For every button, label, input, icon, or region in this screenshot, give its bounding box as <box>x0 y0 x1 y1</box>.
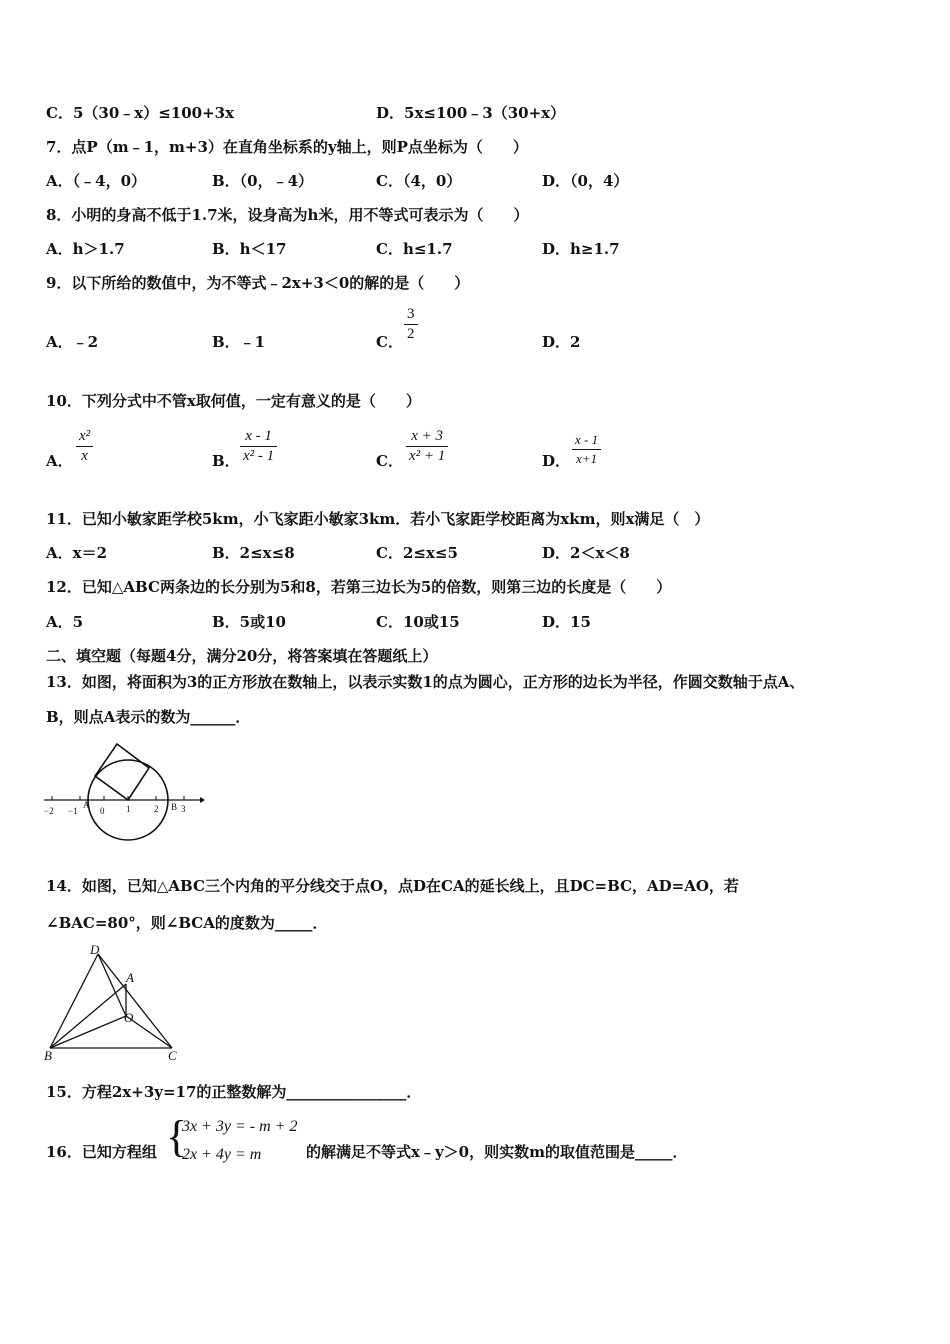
fraction-denominator: x² - 1 <box>243 448 275 464</box>
fraction-numerator: x - 1 <box>575 432 599 447</box>
q13-tick-label: 1 <box>126 804 131 814</box>
q10-stem: 10．下列分式中不管x取何值，一定有意义的是（ ） <box>46 392 421 410</box>
q15-text: 15．方程2x+3y=17的正整数解为________________． <box>46 1083 422 1101</box>
q12-option-b: B．5或10 <box>212 613 286 631</box>
q14-point-o-label: O <box>124 1010 134 1025</box>
fraction-denominator: 2 <box>407 326 415 342</box>
q11-stem: 11．已知小敏家距学校5km，小飞家距小敏家3km．若小飞家距学校距离为xkm，则x满足（ ） <box>46 510 710 528</box>
q13-tick-label: −2 <box>44 806 54 816</box>
fraction-numerator: 3 <box>407 306 415 322</box>
q8-option-b: B．h＜17 <box>212 240 287 258</box>
fraction-numerator: x + 3 <box>411 428 444 444</box>
q16-equation-1: 3x + 3y = - m + 2 <box>182 1118 298 1135</box>
q11-option-d: D．2＜x＜8 <box>542 544 630 562</box>
q10-option-a-label: A． <box>46 452 73 470</box>
q13-tick-label: 0 <box>100 806 105 816</box>
q9-option-c: C． <box>376 333 403 351</box>
q16-suffix: 的解满足不等式x﹣y＞0，则实数m的取值范围是_____． <box>306 1143 688 1161</box>
q13-line1: 13．如图，将面积为3的正方形放在数轴上，以表示实数1的点为圆心，正方形的边长为半径，作圆交数轴于点A、 <box>46 673 805 691</box>
q13-point-b-label: B <box>171 802 178 812</box>
q7-stem: 7．点P（m﹣1，m+3）在直角坐标系的y轴上，则P点坐标为（ ） <box>46 138 528 156</box>
q11-option-a: A．x＝2 <box>46 544 108 562</box>
q13-tick-label: 2 <box>154 804 159 814</box>
q9-option-c-fraction <box>404 306 418 343</box>
q16-equation-2: 2x + 4y = m <box>182 1146 262 1163</box>
q7-option-d: D．（0，4） <box>542 172 629 190</box>
q10-option-a-fraction <box>76 428 93 465</box>
q16-prefix: 16．已知方程组 <box>46 1143 157 1161</box>
q11-option-b: B．2≤x≤8 <box>212 544 295 562</box>
q7-option-a: A．（﹣4，0） <box>46 172 147 190</box>
q9-option-d: D．2 <box>542 333 581 351</box>
q13-tick-label: 3 <box>181 804 186 814</box>
q9-option-a: A．﹣2 <box>46 333 99 351</box>
q10-option-b-label: B． <box>212 452 240 470</box>
q13-square <box>95 744 149 800</box>
q8-stem: 8．小明的身高不低于1.7米，设身高为h米，用不等式可表示为（ ） <box>46 206 529 224</box>
q8-option-a: A．h＞1.7 <box>46 240 125 258</box>
q14-point-d-label: D <box>90 942 100 957</box>
fraction-denominator: x² + 1 <box>409 448 446 464</box>
q6-option-d: D．5x≤100﹣3（30+x） <box>376 104 566 122</box>
q10-option-c-label: C． <box>376 452 403 470</box>
q7-option-c: C．（4，0） <box>376 172 462 190</box>
q13-figure <box>42 738 212 846</box>
fraction-numerator: x - 1 <box>245 428 272 444</box>
q9-option-b: B．﹣1 <box>212 333 266 351</box>
q6-option-c: C．5（30﹣x）≤100+3x <box>46 104 235 122</box>
q8-option-c: C．h≤1.7 <box>376 240 453 258</box>
q11-option-c: C．2≤x≤5 <box>376 544 458 562</box>
q16-equation-system <box>166 1112 306 1168</box>
q13-axis-arrow <box>200 797 205 803</box>
q10-option-c-fraction <box>406 428 448 465</box>
q13-tick-label: −1 <box>68 806 78 816</box>
q8-option-d: D．h≥1.7 <box>542 240 620 258</box>
fraction-denominator: x <box>81 448 88 464</box>
fraction-numerator: x² <box>79 428 91 444</box>
q14-point-b-label: B <box>44 1048 52 1063</box>
q10-option-b-fraction <box>240 428 277 465</box>
q12-stem: 12．已知△ABC两条边的长分别为5和8，若第三边长为5的倍数，则第三边的长度是（ ） <box>46 578 672 596</box>
q10-option-d-label: D． <box>542 452 571 470</box>
q9-stem: 9．以下所给的数值中，为不等式﹣2x+3＜0的解的是（ ） <box>46 274 470 292</box>
q12-option-d: D．15 <box>542 613 591 631</box>
q13-line2: B，则点A表示的数为______． <box>46 708 251 726</box>
q14-point-a-label: A <box>126 970 134 985</box>
brace-symbol: { <box>166 1112 188 1161</box>
q10-option-d-fraction <box>572 432 601 467</box>
q14-figure <box>42 942 192 1066</box>
fraction-denominator: x+1 <box>576 451 598 466</box>
q12-option-a: A．5 <box>46 613 84 631</box>
section-heading-fill-in: 二、填空题（每题4分，满分20分，将答案填在答题纸上） <box>46 647 438 665</box>
q12-option-c: C．10或15 <box>376 613 460 631</box>
q14-line2: ∠BAC=80°，则∠BCA的度数为_____． <box>46 914 328 932</box>
q13-point-a-label: A <box>83 800 90 810</box>
q14-point-c-label: C <box>168 1048 177 1063</box>
q14-line1: 14．如图，已知△ABC三个内角的平分线交于点O，点D在CA的延长线上，且DC=BC，AD=AO，若 <box>46 877 739 895</box>
q7-option-b: B．（0，﹣4） <box>212 172 314 190</box>
